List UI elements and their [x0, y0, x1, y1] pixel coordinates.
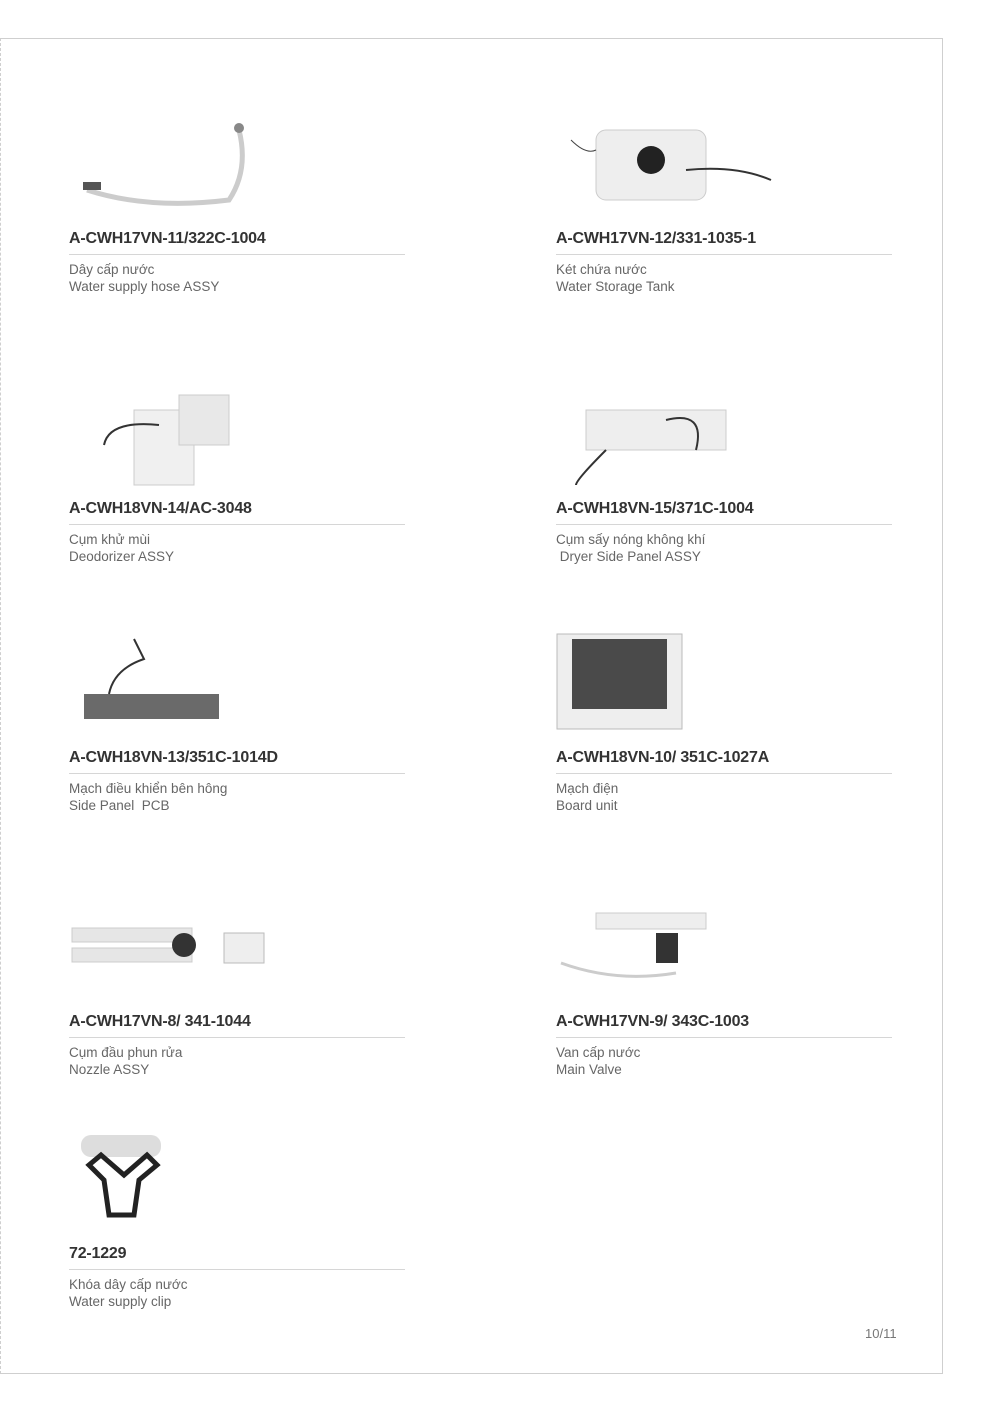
- part-code: A-CWH17VN-11/322C-1004: [69, 230, 405, 248]
- part-name-vi: Van cấp nước: [556, 1045, 641, 1060]
- part-name-vi: Mạch điều khiển bên hông: [69, 781, 228, 796]
- part-item: [69, 749, 405, 814]
- part-item: [556, 230, 892, 295]
- part-name-en: Water Storage Tank: [556, 279, 675, 294]
- nozzle-image: [69, 893, 289, 1003]
- divider: [556, 1037, 892, 1038]
- part-code: A-CWH18VN-13/351C-1014D: [69, 749, 405, 767]
- part-name-en: Dryer Side Panel ASSY: [556, 549, 701, 564]
- part-code: A-CWH17VN-8/ 341-1044: [69, 1013, 405, 1031]
- part-name-vi: Mạch điện: [556, 781, 619, 796]
- part-item: [556, 500, 892, 565]
- part-name-en: Side Panel PCB: [69, 798, 170, 813]
- divider: [556, 524, 892, 525]
- part-item: [69, 1013, 405, 1078]
- part-code: A-CWH17VN-9/ 343C-1003: [556, 1013, 892, 1031]
- page-number: 10/11: [865, 1326, 897, 1341]
- divider: [69, 524, 405, 525]
- divider: [69, 1037, 405, 1038]
- part-code: A-CWH18VN-14/AC-3048: [69, 500, 405, 518]
- part-code: A-CWH17VN-12/331-1035-1: [556, 230, 892, 248]
- part-code: 72-1229: [69, 1245, 405, 1263]
- part-item: [556, 1013, 892, 1078]
- part-code: A-CWH18VN-15/371C-1004: [556, 500, 892, 518]
- part-item: [69, 1245, 405, 1310]
- water-supply-hose-image: [69, 110, 289, 220]
- part-name-vi: Cụm sấy nóng không khí: [556, 532, 706, 547]
- divider: [69, 773, 405, 774]
- part-item: [69, 500, 405, 565]
- part-name-en: Water supply clip: [69, 1294, 172, 1309]
- part-name-vi: Cụm khử mùi: [69, 532, 151, 547]
- divider: [556, 773, 892, 774]
- part-name-vi: Cụm đầu phun rửa: [69, 1045, 183, 1060]
- main-valve-image: [556, 893, 776, 1003]
- water-supply-clip-image: [69, 1125, 289, 1235]
- part-name-en: Board unit: [556, 798, 618, 813]
- side-panel-pcb-image: [69, 629, 289, 739]
- part-name-en: Main Valve: [556, 1062, 622, 1077]
- divider: [69, 1269, 405, 1270]
- part-name-en: Water supply hose ASSY: [69, 279, 220, 294]
- part-name-vi: Két chứa nước: [556, 262, 647, 277]
- part-name-vi: Dây cấp nước: [69, 262, 155, 277]
- dryer-side-panel-image: [556, 380, 776, 490]
- board-unit-image: [542, 629, 762, 739]
- water-storage-tank-image: [556, 110, 776, 220]
- divider: [556, 254, 892, 255]
- part-code: A-CWH18VN-10/ 351C-1027A: [556, 749, 892, 767]
- part-item: [69, 230, 405, 295]
- deodorizer-image: [69, 380, 289, 490]
- part-item: [556, 749, 892, 814]
- part-name-en: Deodorizer ASSY: [69, 549, 175, 564]
- divider: [69, 254, 405, 255]
- part-name-vi: Khóa dây cấp nước: [69, 1277, 188, 1292]
- part-name-en: Nozzle ASSY: [69, 1062, 150, 1077]
